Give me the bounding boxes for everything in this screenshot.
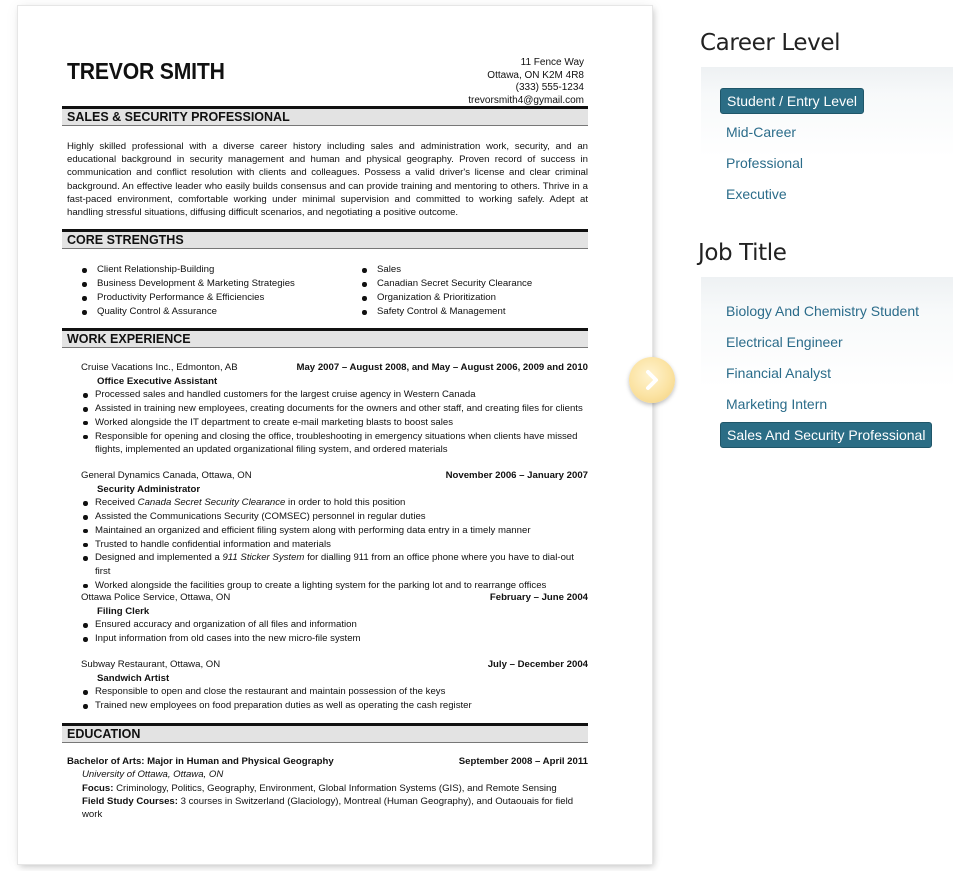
list-item: Productivity Performance & Efficiencies bbox=[82, 291, 352, 305]
job-employer: Subway Restaurant, Ottawa, ON bbox=[81, 659, 221, 670]
education-entry bbox=[67, 755, 588, 821]
list-item: Sales bbox=[362, 263, 582, 277]
list-item: Designed and implemented a 911 Sticker System for dialling 911 from an office phone where you have to dial-out first bbox=[81, 551, 588, 578]
section-heading-summary: SALES & SECURITY PROFESSIONAL bbox=[62, 106, 588, 126]
job-entry bbox=[81, 361, 588, 457]
contact-city: Ottawa, ON K2M 4R8 bbox=[487, 69, 584, 81]
chevron-right-icon bbox=[643, 369, 661, 391]
list-item: Input information from old cases into the new micro-file system bbox=[81, 632, 588, 646]
career-level-option-professional[interactable]: Professional bbox=[726, 155, 804, 171]
section-heading-strengths: CORE STRENGTHS bbox=[62, 229, 588, 249]
list-item: Trusted to handle confidential information and materials bbox=[81, 538, 588, 552]
job-title-option-marketing-intern[interactable]: Marketing Intern bbox=[726, 396, 828, 412]
list-item: Quality Control & Assurance bbox=[82, 305, 352, 319]
job-employer: Cruise Vacations Inc., Edmonton, AB bbox=[81, 362, 238, 373]
education-field-study: Field Study Courses: 3 courses in Switzerland (Glaciology), Montreal (Human Geography), and Outaouais for field work bbox=[82, 795, 574, 821]
job-entry bbox=[81, 658, 588, 713]
job-entry bbox=[81, 591, 588, 646]
job-title-option-sales-security[interactable]: Sales And Security Professional bbox=[720, 422, 932, 448]
list-item: Assisted in training new employees, creating documents for the owners and other staff, and creating files for clients bbox=[81, 402, 588, 416]
education-degree: Bachelor of Arts: Major in Human and Physical Geography bbox=[67, 756, 334, 767]
contact-phone: (333) 555-1234 bbox=[515, 82, 584, 94]
job-title: Security Administrator bbox=[97, 483, 201, 495]
list-item: Responsible to open and close the restaurant and maintain possession of the keys bbox=[81, 685, 588, 699]
career-level-heading: Career Level bbox=[700, 30, 841, 56]
job-dates: February – June 2004 bbox=[489, 592, 588, 603]
list-item: Responsible for opening and closing the office, troubleshooting in emergency situations when clients have missed flights, implemented an updated organizational filing system, and ordered materials bbox=[81, 430, 588, 457]
resume-summary: Highly skilled professional with a diverse career history including sales and administration work, security, and an educational background in security management and human and physical geography. Proven record of success in communication and conflict resolution with clients and colleagues. Possess a valid driver's license and clear criminal background. An effective leader who easily builds consensus and can provide training and mentoring to others. Thrive in a fast-paced environment, comfortable working under minimal supervision and committed to working safely. Adept at handling stressful situations, diffusing difficult scenarios, and negotiating a positive outcome. bbox=[67, 141, 588, 219]
list-item: Ensured accuracy and organization of all files and information bbox=[81, 618, 588, 632]
job-title-heading: Job Title bbox=[698, 240, 787, 266]
resume-preview bbox=[18, 6, 652, 864]
contact-street: 11 Fence Way bbox=[520, 57, 584, 68]
resume-contact bbox=[468, 57, 584, 107]
list-item: Received Canada Secret Security Clearance in order to hold this position bbox=[81, 496, 588, 510]
list-item: Canadian Secret Security Clearance bbox=[362, 277, 582, 291]
list-item: Worked alongside the facilities group to create a lighting system for the parking lot and to rearrange offices bbox=[81, 579, 588, 593]
job-dates: November 2006 – January 2007 bbox=[445, 470, 588, 481]
education-dates: September 2008 – April 2011 bbox=[458, 756, 588, 767]
job-entry bbox=[81, 469, 588, 592]
list-item: Assisted the Communications Security (COMSEC) personnel in regular duties bbox=[81, 510, 588, 524]
career-level-option-executive[interactable]: Executive bbox=[726, 186, 787, 202]
list-item: Business Development & Marketing Strategies bbox=[82, 277, 352, 291]
job-title-option-biology[interactable]: Biology And Chemistry Student bbox=[726, 303, 919, 319]
list-item: Organization & Prioritization bbox=[362, 291, 582, 305]
job-dates: May 2007 – August 2008, and May – August 2006, 2009 and 2010 bbox=[296, 362, 588, 373]
job-dates: July – December 2004 bbox=[487, 659, 588, 670]
job-employer: Ottawa Police Service, Ottawa, ON bbox=[81, 592, 231, 603]
section-heading-education: EDUCATION bbox=[62, 723, 588, 743]
list-item: Trained new employees on food preparation duties as well as operating the cash register bbox=[81, 699, 588, 713]
strengths-list-right bbox=[362, 263, 582, 319]
career-level-option-mid-career[interactable]: Mid-Career bbox=[726, 124, 797, 140]
job-title-option-financial-analyst[interactable]: Financial Analyst bbox=[726, 365, 832, 381]
section-heading-experience: WORK EXPERIENCE bbox=[62, 328, 588, 348]
list-item: Safety Control & Management bbox=[362, 305, 582, 319]
job-title: Office Executive Assistant bbox=[97, 375, 218, 387]
job-title-option-electrical-engineer[interactable]: Electrical Engineer bbox=[726, 334, 843, 350]
education-focus: Focus: Criminology, Politics, Geography, Environment, Global Information Systems (GIS), and Remote Sensing bbox=[82, 782, 557, 794]
job-title: Sandwich Artist bbox=[97, 672, 170, 684]
strengths-list-left bbox=[82, 263, 352, 319]
resume-name: TREVOR SMITH bbox=[67, 58, 225, 84]
list-item: Worked alongside the IT department to create e-mail marketing blasts to boost sales bbox=[81, 416, 588, 430]
list-item: Processed sales and handled customers for the largest cruise agency in Western Canada bbox=[81, 388, 588, 402]
next-template-button[interactable] bbox=[629, 357, 675, 403]
education-school: University of Ottawa, Ottawa, ON bbox=[82, 769, 224, 781]
job-title: Filing Clerk bbox=[97, 605, 150, 617]
list-item: Client Relationship-Building bbox=[82, 263, 352, 277]
job-employer: General Dynamics Canada, Ottawa, ON bbox=[81, 470, 252, 481]
career-level-option-student[interactable]: Student / Entry Level bbox=[720, 88, 864, 114]
contact-email: trevorsmith4@gymail.com bbox=[468, 94, 584, 106]
list-item: Maintained an organized and efficient filing system along with performing data entry in a timely manner bbox=[81, 524, 588, 538]
